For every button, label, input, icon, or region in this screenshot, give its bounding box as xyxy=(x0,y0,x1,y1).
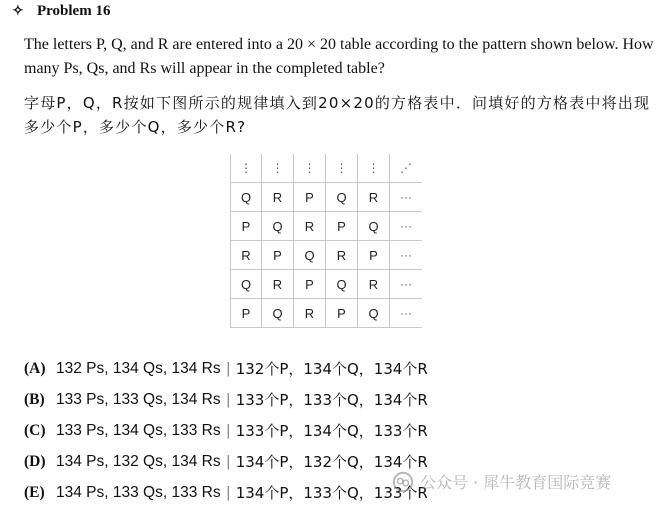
table-cell: Q xyxy=(326,183,358,212)
choice-separator: | xyxy=(226,421,230,439)
problem-title: Problem 16 xyxy=(37,3,111,19)
table-cell: P xyxy=(294,270,326,299)
table-cell: P xyxy=(326,299,358,328)
table-cell: P xyxy=(358,241,390,270)
choice-chinese: 134个P，132个Q，134个R xyxy=(235,453,428,471)
choice-english: 134 Ps, 132 Qs, 134 Rs xyxy=(56,452,221,470)
letter-pattern-table xyxy=(230,154,422,328)
table-cell: P xyxy=(230,299,262,328)
answer-choice[interactable] xyxy=(24,384,428,415)
table-cell: R xyxy=(262,270,294,299)
choice-separator: | xyxy=(226,452,230,470)
table-header-cell: ⋮ xyxy=(230,154,262,183)
choice-chinese: 134个P，133个Q，133个R xyxy=(235,484,428,502)
table-cell: P xyxy=(262,241,294,270)
table-cell: R xyxy=(230,241,262,270)
answer-choice[interactable] xyxy=(24,353,428,384)
table-cell: R xyxy=(262,183,294,212)
choice-chinese: 133个P，134个Q，133个R xyxy=(235,422,428,440)
problem-statement-english: The letters P, Q, and R are entered into a 20 × 20 table according to the pattern shown below. How many Ps, Qs, and Rs will appear in the completed table? xyxy=(24,36,654,77)
table-cell: R xyxy=(358,183,390,212)
table-cell: P xyxy=(326,212,358,241)
answer-choices xyxy=(24,353,428,508)
table-cell: P xyxy=(230,212,262,241)
table-cell: R xyxy=(294,212,326,241)
table-cell: Q xyxy=(326,270,358,299)
answer-choice[interactable] xyxy=(24,415,428,446)
table-cell: ··· xyxy=(390,241,422,270)
table-cell: R xyxy=(294,299,326,328)
diamond-sparkle-icon: ✧ xyxy=(12,4,24,19)
table-cell: Q xyxy=(262,299,294,328)
table-cell: P xyxy=(294,183,326,212)
table-header-cell: ⋮ xyxy=(262,154,294,183)
table-header-cell: ⋮ xyxy=(358,154,390,183)
table-cell: Q xyxy=(230,183,262,212)
table-cell: ··· xyxy=(390,183,422,212)
table-cell: R xyxy=(358,270,390,299)
watermark-text: 公众号 · 犀牛教育国际竞赛 xyxy=(420,473,612,492)
table-cell: ··· xyxy=(390,270,422,299)
watermark xyxy=(392,470,611,493)
choice-label: (B) xyxy=(24,390,45,408)
choice-label: (A) xyxy=(24,359,46,377)
answer-choice[interactable] xyxy=(24,477,428,508)
choice-chinese: 132个P，134个Q，134个R xyxy=(235,360,428,378)
choice-english: 132 Ps, 134 Qs, 134 Rs xyxy=(56,359,221,377)
table-header-cell: ⋮ xyxy=(326,154,358,183)
choice-english: 133 Ps, 134 Qs, 133 Rs xyxy=(56,421,221,439)
choice-label: (E) xyxy=(24,483,45,501)
choice-separator: | xyxy=(226,483,230,501)
table-cell: ··· xyxy=(390,212,422,241)
wechat-official-account-icon xyxy=(392,471,414,493)
table-cell: R xyxy=(326,241,358,270)
table-cell: Q xyxy=(294,241,326,270)
table-cell: Q xyxy=(230,270,262,299)
table-cell: Q xyxy=(358,212,390,241)
table-header-cell: ⋮ xyxy=(294,154,326,183)
choice-separator: | xyxy=(226,390,230,408)
choice-separator: | xyxy=(226,359,230,377)
table-cell: Q xyxy=(262,212,294,241)
choice-label: (D) xyxy=(24,452,46,470)
table-cell: Q xyxy=(358,299,390,328)
choice-label: (C) xyxy=(24,421,46,439)
choice-english: 133 Ps, 133 Qs, 134 Rs xyxy=(56,390,221,408)
choice-english: 134 Ps, 133 Qs, 133 Rs xyxy=(56,483,221,501)
answer-choice[interactable] xyxy=(24,446,428,477)
table-header-cell: ⋰ xyxy=(390,154,422,183)
problem-statement-chinese: 字母P，Q，R按如下图所示的规律填入到20×20的方格表中．问填好的方格表中将出现多少个P，多少个Q，多少个R? xyxy=(24,94,651,136)
choice-chinese: 133个P，133个Q，134个R xyxy=(235,391,428,409)
table-cell: ··· xyxy=(390,299,422,328)
problem-header xyxy=(12,3,110,20)
